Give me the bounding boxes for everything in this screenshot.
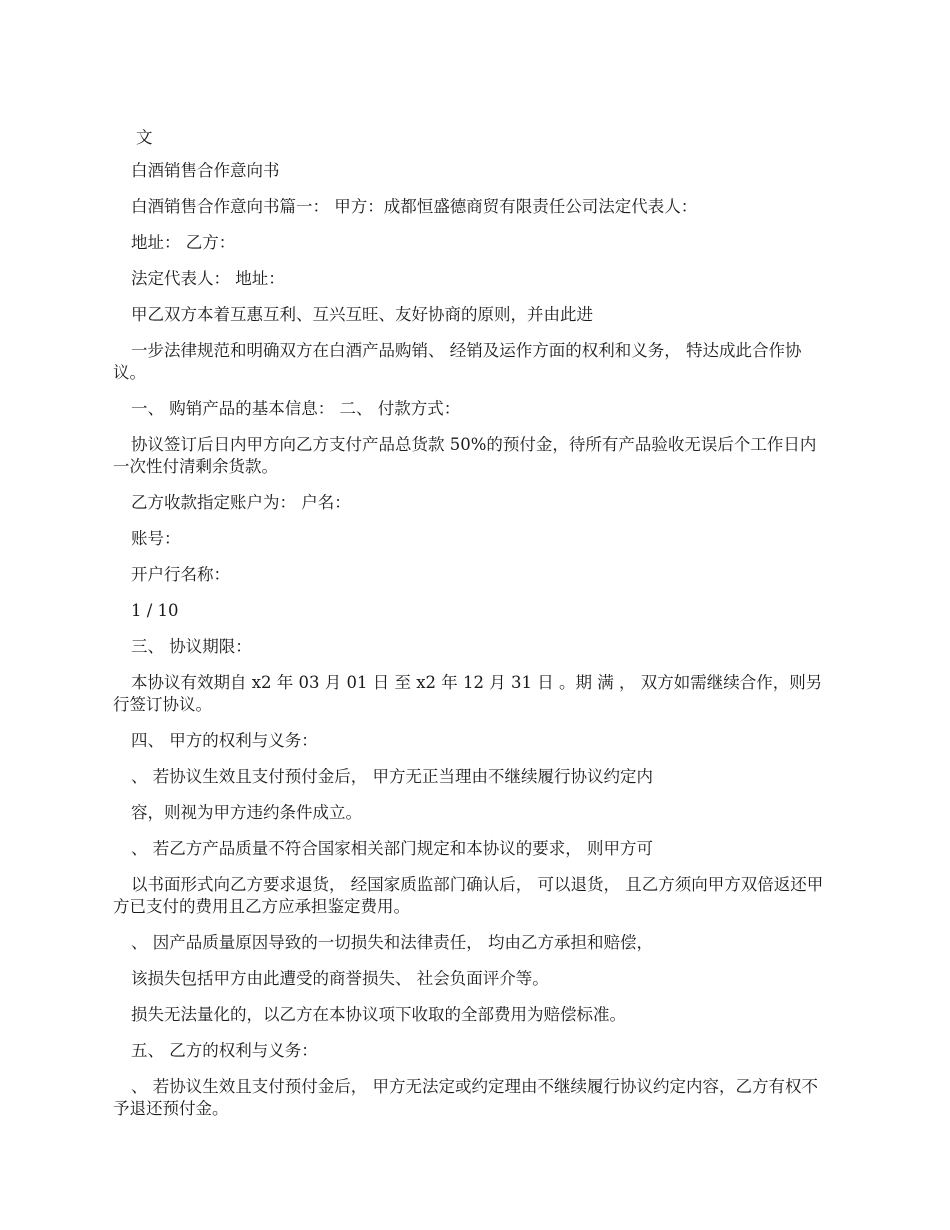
- paragraph: 协议签订后日内甲方向乙方支付产品总货款 50%的预付金，待所有产品验收无误后个工作日内一次性付清剩余货款。: [113, 435, 817, 476]
- paragraph: 、 若协议生效且支付预付金后， 甲方无正当理由不继续履行协议约定内: [131, 767, 653, 786]
- paragraph: 本协议有效期自 x2 年 03 月 01 日 至 x2 年 12 月 31 日 。期 满 ， 双方如需继续合作，则另行签订协议。: [113, 673, 823, 714]
- section-heading: 三、 协议期限：: [131, 637, 252, 656]
- section-heading: 四、 甲方的权利与义务：: [131, 731, 318, 750]
- paragraph: 法定代表人： 地址：: [131, 269, 285, 288]
- header-char: 文: [136, 128, 153, 147]
- paragraph: 、 若乙方产品质量不符合国家相关部门规定和本协议的要求， 则甲方可: [131, 839, 653, 858]
- paragraph: 以书面形式向乙方要求退货， 经国家质监部门确认后， 可以退货， 且乙方须向甲方双倍返还甲方已支付的费用且乙方应承担鉴定费用。: [113, 875, 824, 916]
- paragraph: 甲乙双方本着互惠互利、互兴互旺、友好协商的原则，并由此进: [131, 305, 593, 324]
- paragraph: 开户行名称：: [131, 565, 230, 584]
- section-heading: 五、 乙方的权利与义务：: [131, 1041, 318, 1060]
- paragraph: 一、 购销产品的基本信息： 二、 付款方式：: [131, 399, 461, 418]
- paragraph: 、 若协议生效且支付预付金后， 甲方无法定或约定理由不继续履行协议约定内容，乙方有权不予退还预付金。: [113, 1077, 818, 1118]
- document-body: [113, 160, 831, 1134]
- paragraph: 、 因产品质量原因导致的一切损失和法律责任， 均由乙方承担和赔偿，: [131, 933, 653, 952]
- paragraph: 该损失包括甲方由此遭受的商誉损失、 社会负面评介等。: [131, 969, 549, 988]
- paragraph: 地址： 乙方：: [131, 233, 236, 252]
- paragraph: 账号：: [131, 529, 181, 548]
- paragraph: 一步法律规范和明确双方在白酒产品购销、 经销及运作方面的权利和义务， 特达成此合作协议。: [113, 341, 802, 382]
- paragraph: 白酒销售合作意向书篇一： 甲方：成都恒盛德商贸有限责任公司法定代表人：: [131, 197, 698, 216]
- paragraph: 容，则视为甲方违约条件成立。: [131, 803, 362, 822]
- page-number: 1 / 10: [131, 601, 179, 620]
- paragraph: 乙方收款指定账户为： 户名：: [131, 493, 351, 512]
- paragraph: 损失无法量化的，以乙方在本协议项下收取的全部费用为赔偿标准。: [131, 1005, 626, 1024]
- doc-title: 白酒销售合作意向书: [131, 161, 280, 180]
